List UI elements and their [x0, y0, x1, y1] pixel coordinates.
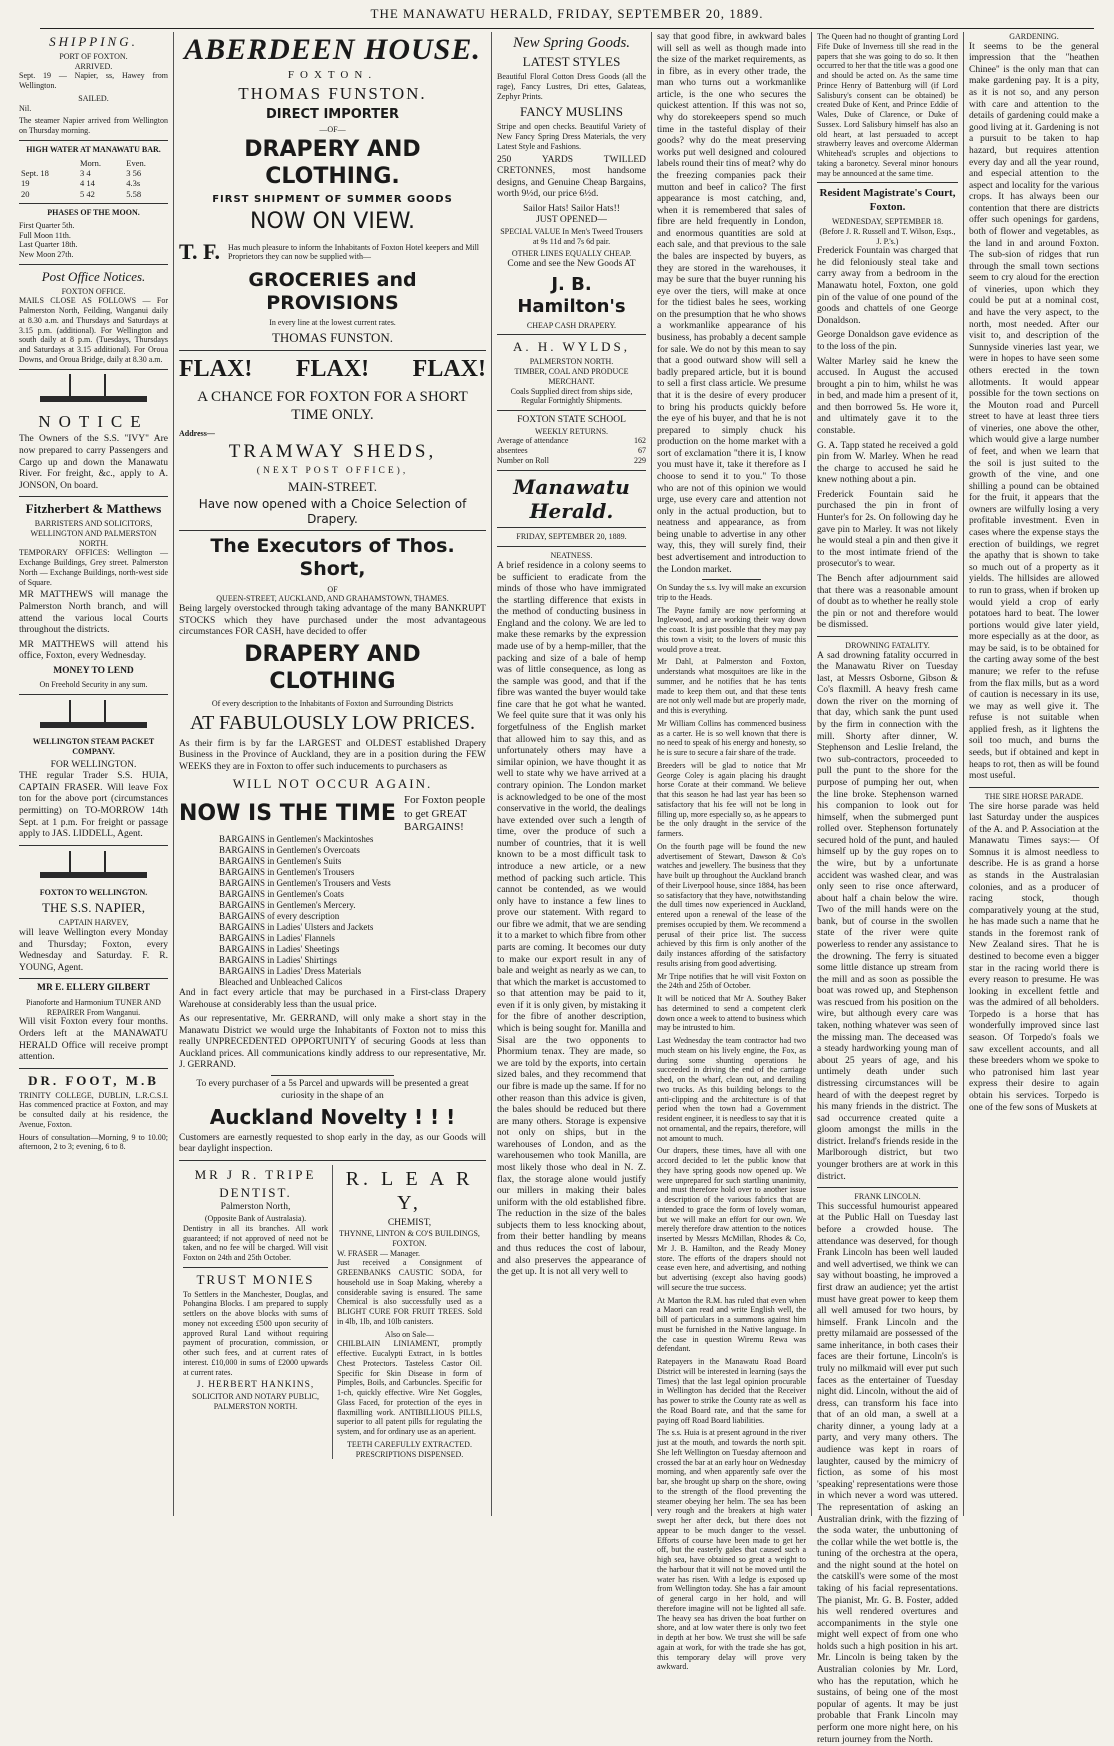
leary-manager: W. FRASER — Manager.: [337, 1248, 421, 1258]
main-street: MAIN-STREET.: [288, 479, 377, 495]
school-weekly: WEEKLY RETURNS.: [534, 426, 609, 436]
news-item: Mr William Collins has commenced business as a carter. He is so well known that there is no need to speak of his energy and honesty, so he is sure to secure a fair share of the trade.: [657, 718, 806, 758]
divider: [497, 410, 646, 411]
executors-body: Being largely overstocked through taking advantage of the many BANKRUPT STOCKS which they have purchased under the most advantageous circumstances FOR CASH, have decided to offer: [179, 604, 486, 638]
tf-initials: T. F.: [179, 239, 220, 265]
parcel-body: To every purchaser of a 5s Parcel and upwards will be presented a great curiosity in the shape of an: [196, 1079, 469, 1101]
bargains-list: [219, 834, 486, 988]
fabulous-heading: AT FABULOUSLY LOW PRICES.: [189, 712, 476, 735]
divider: [702, 579, 762, 580]
money-body: On Freehold Security in any sum.: [39, 680, 148, 690]
news-item: Last Wednesday the team contractor had two much steam on his lively engine, the Fox, as during some shunting operations he succeeded in driving the end of the carriage shed, on the wharf, clean out, and derailing two trucks. As this building belongs to the anti-clipping and the architecture is of that period when the town had a Government resident engineer, it is needless to say that it is not ornamental, and the repairs, therefore, will not amount to much.: [657, 1036, 806, 1143]
just-opened: JUST OPENED—: [536, 215, 607, 226]
foot-hours: Hours of consultation—Morning, 9 to 10.00; afternoon, 2 to 3; evening, 6 to 8.: [19, 1132, 168, 1152]
sailor-hats: Sailor Hats! Sailor Hats!!: [523, 203, 620, 214]
column-2: [174, 32, 492, 1516]
attendance-row: [497, 436, 646, 446]
napier-body: will leave Wellington every Monday and Thursday; Foxton, every Wednesday and Saturday. F. R. YOUNG, Agent.: [19, 928, 168, 973]
fancy-muslins: FANCY MUSLINS: [520, 104, 623, 120]
tripe-body: Dentistry in all its branches. All work guaranteed; if not approved of need not be taken, and no fee will be charged. Will visit Foxton on 24th and 25th October.: [183, 1223, 328, 1263]
article-body: A brief residence in a colony seems to be sufficient to eradicate from the minds of those who have immigrated the startling difference that exists in the method of conducting business in England and the colony. We are led to make these remarks by the expression made use of by a hemp-miller, that the packing and size of a bale of hemp was of little consequence, as long as the sample was good, and that if the fibre was wanted the buyer would take fine care that he got what he wanted. We feel quite sure that it was only his forgetfulness of the English market that allowed him to say this, and as unfortunately others may have a similar opinion, we have thought it as well to state why we have arrived at a contrary opinion. The London market is acknowledged to be one of the most conservative in the world, the dealings have extended over such a length of time, over the produce of such a number of countries, that it is well known to be a most difficult task to introduce a new article, or a new method of packing such article. This cannot be contended, as we would only have to instance a few lines to prove our statement. With regard to our fibre we admit, that we are sending it to a market to which fibre from other parts are coming. It becomes our duty to make our export result in any of bale and weight as nearly as we can, to that which the market is accustomed to so that attention may be paid to it, even if it is only given, by mistaking it for the fibre of another description, which is being sought for. Manilla and Sisal are the two opponents to Phormium tenax. They are made, so we are told by the exports, into certain sized bales, and they recommend that our fibre is made up the same. If for no other reason than this advice is given, the bales should be reduced but there are many others. Storage is expensive not only on ships, but in the warehouses of London, and as the warehousemen who took Manilla, are most likely those who deal in N. Z. flax, the storage alone would justify our millers in making their bales uniform with the old established fibre. The reduction in the size of the bales subjects them to less knocking about, from their better handling by means and thus reduces the cost of labour, and also preserves the appearance of the get up. It is not all very well to: [497, 560, 646, 1278]
leary-teeth: TEETH CAREFULLY EXTRACTED. PRESCRIPTIONS DISPENSED.: [347, 1439, 472, 1459]
post-office-sub: FOXTON OFFICE.: [61, 286, 126, 296]
school-title: FOXTON STATE SCHOOL: [517, 415, 626, 426]
news-item: Our drapers, these times, have all with one accord decided to let the public know that they have spring goods now opened up. We were unprepared for such startling unanimity, and must therefore hold over to another issue a description of the various fabrics that are intended to grace the form of lovely woman, but we will make an effort for our own. We merely therefore draw attention to the notices inserted by Messrs McMillan, Rhodes & Co, Mr J. B. Hamilton, and the Ready Money store. The efforts of the drapers should not cease even here, and advertising, and nothing but advertising (except also having goods) will secure the true success.: [657, 1146, 806, 1292]
latest-styles: LATEST STYLES: [522, 54, 621, 70]
column-3: [492, 32, 652, 1516]
cretonnes: 250 YARDS TWILLED CRETONNES, most handsome designs, and Genuine Cheap Bargains, worth 9½d, our price 6½d.: [497, 154, 646, 200]
column-4: [652, 32, 812, 1672]
absentees-row: [497, 446, 646, 456]
absentees-value: 67: [638, 446, 646, 456]
other-lines: OTHER LINES EQUALLY CHEAP.: [511, 249, 632, 259]
aberdeen-location: FOXTON.: [287, 68, 378, 81]
divider: [19, 1068, 168, 1069]
auckland-novelty: Auckland Novelty ! ! !: [209, 1105, 456, 1130]
article-title: NEATNESS.: [550, 551, 593, 561]
tripe-where: Palmerston North,: [220, 1202, 291, 1213]
leary-items: CHILBLAIN LINIAMENT, promptly effective. Eucalypti Extract, in ls bottles Chest Protectors. Tasteless Castor Oil. Specific for Skin Disease in form of Pimples, Boils, and Carbuncles. Specific for 1-ch, quickly effective. Wire Net Goggles, Glass Faced, for protection of the eyes in flaxmilling work. ANTIBILLIOUS PILLS, superior to all patent pills for regulating the system, and for ordinary use as an aperient.: [337, 1339, 482, 1437]
news-item: Ratepayers in the Manawatu Road Board District will be interested in learning (says the Times) that the last legal opinion procurable in Wellington has decided that the Receiver has power to strike the County rate as well as the Road Board rate, and that the same for paying off Road Board liabilities.: [657, 1357, 806, 1425]
tide-cell: 5 42: [80, 188, 95, 199]
divider: [497, 527, 646, 528]
tide-title: HIGH WATER AT MANAWATU BAR.: [26, 144, 161, 154]
divider: [19, 203, 168, 204]
court-para: Walter Marley said he knew the accused. In August the accused brought a pin to him, whilst he was in bed, and made him a present of it, and then borrowed 5s. He wore it, and ultimately gave it to the constable.: [817, 356, 958, 436]
bargain-item: BARGAINS in Ladies' Ulsters and Jackets: [219, 922, 374, 933]
moon-title: PHASES OF THE MOON.: [47, 208, 140, 218]
queen-item: The Queen had no thought of granting Lord Fife Duke of Inverness till she read in the papers that she was going to do so. It then occurred to her that the title was a good one and should be acted on. As the same time Prince Henry of Battenburg will (if Lord Salisbury's consent can be obtained) be created Duke of Kent, and Prince Eddie of Wales, Duke of Clarence, or Duke of Sussex. Lord Salisbury himself has also an old heart, at last persuaded to accept strawberry leaves and overcome Alderman Whitehead's scruples and objections to taking a baronetcy. Several minor honours may be announced at the same time.: [817, 32, 958, 178]
divider: [497, 334, 646, 335]
bottom-right-ads: [333, 1165, 486, 1460]
tripe-title: MR J R. TRIPE: [194, 1166, 317, 1182]
divider: [179, 350, 486, 351]
napier-captain: CAPTAIN HARVEY,: [58, 918, 129, 928]
bargain-item: Bleached and Unbleached Calicos: [219, 977, 343, 988]
funston-name-2: THOMAS FUNSTON.: [271, 329, 394, 345]
wsp-for: FOR WELLINGTON.: [50, 759, 137, 770]
tide-cell: 4.3s: [126, 178, 141, 189]
bottom-ads: [179, 1165, 486, 1460]
attendance-value: 162: [634, 436, 646, 446]
sire-title: THE SIRE HORSE PARADE.: [984, 791, 1084, 801]
tide-cell: 3 4: [80, 167, 91, 178]
executors-where: QUEEN-STREET, AUCKLAND, AND GRAHAMSTOWN, THAMES.: [216, 594, 449, 604]
gilbert-title: MR E. ELLERY GILBERT: [36, 983, 150, 994]
notice-title: NOTICE: [38, 411, 149, 431]
groceries-heading: GROCERIES and PROVISIONS: [248, 268, 417, 315]
court-para: The Bench after adjournment said that there was a reasonable amount of doubt as to whether he really stole the pin or not and therefore would be dismissed.: [817, 573, 958, 631]
divider: [497, 546, 646, 547]
bargain-item: BARGAINS in Ladies' Shirtings: [219, 955, 337, 966]
news-item: Breeders will be glad to notice that Mr George Coley is again placing his draught horse Corate at their command. We believe that this season he had last year has been so satisfactory that his fee will not be long in filling up, more especially so, as he appears to be the only draught in the service of the farmers.: [657, 760, 806, 839]
lowest-rates: In every line at the lowest current rates.: [269, 318, 396, 328]
divider: [19, 369, 168, 370]
foxton-wellington-title: FOXTON TO WELLINGTON.: [39, 887, 148, 897]
masthead-title: THE MANAWATU HERALD, FRIDAY, SEPTEMBER 20, 1889.: [370, 6, 764, 21]
fitzherbert-title: Fitzherbert & Matthews: [25, 501, 162, 517]
customers-body: Customers are earnestly requested to shop early in the day, as our Goods will bear daylight inspection.: [179, 1132, 486, 1155]
tide-table: [19, 158, 168, 199]
masthead: [40, 6, 1094, 29]
news-item: Mr Tripe notifies that he will visit Foxton on the 24th and 25th of October.: [657, 971, 806, 991]
gardening-body: It seems to be the general impression that the "heathen Chinee" is the only man that can make gardening pay. It is a pity, as it is not so, and any person with care and attention to the details of gardening could make a good living at it. Gardening is not a pursuit to be taken to hap hazard, but requires attention every day and all the year round, and especial attention to the aspect and locality for the various crops. It has always been our contention that there are districts offer such openings for gardens, both of flower and vegetables, as the land in and around Foxton. The sub-sion of ridges that run through the small town sections seem to cry aloud for the erection of vineries, upon which they could be put at a nominal cost, and have the very aspect, to the north, most needed. After our visit to, and description of the Sunnyside vineries last year, we were in hopes to have seen some others erected in the town allotments. It would appear possible for the town sections on the Mouton road and Purcell street to have at least three tiers of vineries, one above the other, which would give a large number of feet, and when we learn that the soil is just suited to the growth of the vine, and one shilling a pound can be obtained for the fruit, it appears that the owners are wilfully losing a very profitable investment. Even in cases where the expense stays the erection of buildings, we regret the apathy that is shown to take so much out of a property as it yields. The hillsides are allowed to run to grass, when if broken up would yield a crop of early potatoes hard to beat. The lower portions would give later yield, more especially as at the door, as may be said, is to be obtained for the carting away some of the best manure; we refer to the refuse from the flax mills, but as a word of caution is necessary in its use, we may as well give it. The refuse is not suitable when applied fresh, as it lightens the soil too much, and burns the seeds, but if obtained and kept in heaps to rot, then as will be found most useful.: [969, 41, 1099, 782]
foot-title: DR. FOOT, M.B: [28, 1072, 159, 1088]
fabulous-body: As their firm is by far the LARGEST and OLDEST established Drapery Business in the Province of Auckland, they are in a position during the FEW WEEKS they are in Foxton to offer such inducements to purchasers as: [179, 738, 486, 772]
moon-phase: Full Moon 11th.: [19, 230, 71, 240]
court-before: (Before J. R. Russell and T. Wilson, Esqs., J. P.'s.): [819, 226, 956, 246]
tide-cell: 19: [21, 178, 30, 189]
news-item: The s.s. Huia is at present aground in the river just at the mouth, and towards the north spit. She left Wellington on Tuesday afternoon and crossed the bar at an early hour on Wednesday morning, and when apparently safe over the bar, she brought up sharp on the shore, owing to the strength of the flood preventing the steamer obeying her helm. The sea has been very rough and the breakers at high water swept her after deck, but there does not appear to be much danger to the vessel. Efforts of course have been made to get her off, but the easterly gales that caused such a high sea, have obtained so great a weight to the harbour that it will not be moved until the water has risen. With a ledge is exposed up from Wellington today. She has a fair amount of general cargo in her hold, and will therefore imagine will not be lighted all safe. The heavy sea has driven the boat further on shore, and at low water there is only two feet in depth at her bow. We trust she will be safe again at work, for with the trade she has got, this temporary delay will prove very awkward.: [657, 1428, 806, 1672]
wsp-body: THE regular Trader S.S. HUIA, CAPTAIN FRASER. Will leave Fox ton for the above port (circumstances permitting) on TO-MORROW 14th Sept. at 1 p.m. For freight or passage apply to JAS. LIDDELL, Agent.: [19, 771, 168, 840]
roll-row: [497, 456, 646, 466]
bargain-item: BARGAINS in Ladies' Flannels: [219, 933, 335, 944]
now-is-the-time: NOW IS THE TIME: [179, 800, 396, 826]
divider: [817, 182, 958, 183]
tf-row: [179, 239, 486, 266]
court-date: WEDNESDAY, SEPTEMBER 18.: [831, 217, 944, 227]
arrived-line: Sept. 19 — Napier, ss, Hawey from Wellington.: [19, 71, 168, 91]
divider: [19, 140, 168, 141]
attendance-label: Average of attendance: [497, 436, 569, 446]
divider: [19, 845, 168, 846]
news-item: On Sunday the s.s. Ivy will make an excursion trip to the Heads.: [657, 583, 806, 602]
foot-body: TRINITY COLLEGE, DUBLIN, L.R.C.S.I. Has commenced practice at Foxton, and may be consulted daily at his residence, the Avenue, Foxton.: [19, 1090, 168, 1129]
divider: [817, 1187, 958, 1188]
chance-heading: A CHANCE FOR FOXTON FOR A SHORT TIME ONLY.: [197, 389, 468, 424]
mails-notice: MAILS CLOSE AS FOLLOWS — For Palmerston North, Feilding, Wanganui daily at 8.30 a.m. and Thursdays and Saturdays at 3.15 p.m. (additional). For Wellington and south daily at 8 p.m. (Tuesdays, Thursdays and Saturdays at 3.15 additional). For Oroua Downs, and Oroua Bridge, daily at 8.30 a.m.: [19, 296, 168, 364]
divider: [19, 694, 168, 695]
moon-phase: New Moon 27th.: [19, 250, 74, 260]
aberdeen-title: ABERDEEN HOUSE.: [184, 33, 481, 66]
flax-row: [179, 355, 486, 384]
tripe-sub: DENTIST.: [219, 1184, 292, 1200]
leary-where: THYNNE, LINTON & CO'S BUILDINGS, FOXTON.: [339, 1229, 480, 1248]
post-office-title: Post Office Notices.: [41, 268, 146, 284]
wylds-body: Coals Supplied direct from ships side,: [510, 386, 633, 396]
lincoln-title: FRANK LINCOLN.: [854, 1192, 921, 1202]
napier-title: THE S.S. NAPIER,: [42, 900, 145, 916]
shipping-title: SHIPPING.: [49, 34, 138, 49]
drapery-heading: DRAPERY AND CLOTHING.: [244, 137, 421, 190]
flax-word: FLAX!: [295, 355, 370, 382]
tide-header-row: [19, 158, 168, 168]
court-para: G. A. Tapp stated he received a gold pin from W. Marley. When he read the charge to accused he said he knew nothing about a pin.: [817, 440, 958, 486]
hamilton-title: J. B. Hamilton's: [517, 273, 626, 317]
court-para: Frederick Fountain said he purchased the pin in front of Hunter's for 2s. On following day he gave pin to Marley. It was not likely he would steal a pin and then give it to the most intimate friend of the prosecutor's to wear.: [817, 489, 958, 570]
sailed-heading: SAILED.: [78, 93, 109, 103]
bargain-item: BARGAINS in Gentlemen's Trousers: [219, 867, 355, 878]
trust-title: TRUST MONIES: [196, 1271, 315, 1287]
tide-cell: 5.58: [126, 188, 142, 199]
tide-header-cell: Morn.: [80, 157, 102, 168]
choice-selection: Have now opened with a Choice Selection of Drapery.: [198, 497, 467, 526]
gilbert-sub: Pianoforte and Harmonium TUNER AND REPAIRER From Wanganui.: [26, 997, 161, 1017]
gerrand-body: As our representative, Mr. GERRAND, will only make a short stay in the Manawatu District we would urge the Inhabitants of Foxton not to miss this really UNPRECEDENTED OPPORTUNITY of securing Goods at less than Auckland prices. All communications kindly address to our representative, Mr. J. GERRAND.: [179, 1014, 486, 1071]
sire-body: The sire horse parade was held last Saturday under the auspices of the A. and P. Association at the Manawatu Times says:— Of Somnus it is almost needless to describe. He is as grand a horse as stands in the Australasian colonies, and as a producer of racing stock, though comparatively young at the stud, he has made such a name that he stands in the foremost rank of New Zealand sires. That he is destined to become even a bigger star in the racing world there is every reason to presume. He was looking in excellent fettle and was the admired of all beholders. Torpedo is a horse that has wonderfully improved since last season. Of Torpedo's foals we saw excellent accounts, and all these breeders whom we spoke to who patronised him last year express their desire to again obtain his services. Torpedo is one of the few sons of Muskets at: [969, 801, 1099, 1113]
news-item: At Marton the R.M. has ruled that even when a Maori can read and write English well, the bill of particulars in a summons against him must be furnished in the Native language. In the case in question Wiremu Rewa was defendant.: [657, 1295, 806, 1354]
newspaper-page: [14, 32, 1104, 1745]
funston-name: THOMAS FUNSTON.: [238, 84, 427, 103]
notice-body: The Owners of the S.S. "IVY" Are now prepared to carry Passengers and Cargo up and down the Manawatu River. For freight, &c., apply to A. JONSON, On board.: [19, 434, 168, 491]
bargain-item: BARGAINS in Gentlemen's Trousers and Vests: [219, 878, 391, 889]
flax-word: FLAX!: [179, 355, 253, 382]
bargain-item: BARGAINS in Gentlemen's Suits: [219, 856, 342, 867]
hankins-name: J. HERBERT HANKINS,: [196, 1380, 315, 1391]
hankins-sub: SOLICITOR AND NOTARY PUBLIC, PALMERSTON NORTH.: [192, 1392, 319, 1411]
sailed-line: Nil.: [19, 103, 32, 113]
leary-body: Just received a Consignment of GREENBANKS CAUSTIC SODA, for household use in Soap Making, whereby a considerable saving is ensured. The same Chemical is also successfully used as a BLIGHT CURE FOR FRUIT TREES. Sold in 4lb, 1lb, and 10lb canisters.: [337, 1258, 482, 1326]
divider: [497, 470, 646, 471]
now-time-side: For Foxton people to get GREAT BARGAINS!: [403, 794, 486, 834]
bargain-item: BARGAINS in Gentlemen's Mercery.: [219, 900, 356, 911]
fitzherbert-body-2: MR MATTHEWS will attend his office, Foxton, every Wednesday.: [19, 639, 168, 662]
bargain-item: BARGAINS of every description: [219, 911, 340, 922]
court-para: Frederick Fountain was charged that he did feloniously steal take and carry away from a bedroom in the Manawatu hotel, Foxton, one gold pin of the value of one pound of the goods and chattels of one George Donaldson.: [817, 246, 958, 326]
column-5: [812, 32, 964, 1745]
bargain-item: BARGAINS in Gentlemen's Coats: [219, 889, 344, 900]
arrived-heading: ARRIVED.: [74, 61, 113, 71]
wylds-sub: TIMBER, COAL AND PRODUCE MERCHANT.: [514, 367, 629, 386]
tide-row: [19, 189, 168, 199]
court-para: George Donaldson gave evidence as to the loss of the pin.: [817, 330, 958, 352]
tramway-sheds: TRAMWAY SHEDS,: [228, 441, 437, 463]
beautiful-goods: Beautiful Floral Cotton Dress Goods (all the rage), Fancy Lustres, Dri ettes, Galateas, Zephyr Prints.: [497, 72, 646, 101]
moon-phase: First Quarter 5th.: [19, 220, 75, 230]
fitzherbert-offices: TEMPORARY OFFICES: Wellington — Exchange Buildings, Grey street. Palmerston North — Exchange Buildings, north-west side of Square.: [19, 548, 168, 587]
leary-also: Also on Sale—: [385, 1329, 434, 1339]
gilbert-body: Will visit Foxton every four months. Orders left at the MANAWATU HERALD Office will receive prompt attention.: [19, 1017, 168, 1063]
bargain-item: BARGAINS in Gentlemen's Overcoats: [219, 845, 360, 856]
divider: [817, 636, 958, 637]
news-item: Mr Dahl, at Palmerston and Foxton, understands what mosquitoes are like in the summer, and he notifies that he has tents made to keep them out, and that these tents are not only well made but are properly made, and this is everything.: [657, 657, 806, 716]
bottom-left-ads: [179, 1165, 333, 1460]
tf-body: Has much pleasure to inform the Inhabitants of Foxton Hotel keepers and Mill Proprietors they can now be supplied with—: [227, 242, 480, 262]
bargain-body: And in fact every article that may be purchased in a First-class Drapery Warehouse at considerably less than the usual price.: [179, 988, 486, 1010]
absentees-label: absentees: [497, 446, 528, 456]
gardening-title: GARDENING.: [1009, 32, 1059, 41]
first-shipment: FIRST SHIPMENT OF SUMMER GOODS: [212, 194, 453, 205]
drapery-heading-2: DRAPERY AND CLOTHING: [244, 641, 421, 694]
wylds-title: A. H. WYLDS,: [512, 339, 630, 355]
tide-row: [19, 168, 168, 178]
tide-cell: Sept. 18: [21, 167, 49, 178]
come-and-see: Come and see the New Goods AT: [507, 259, 636, 270]
divider: [969, 787, 1099, 788]
steamer-icon: [34, 374, 153, 408]
steamer-icon: [34, 699, 153, 733]
divider: [271, 1075, 394, 1076]
bargain-item: BARGAINS in Ladies' Dress Materials: [219, 966, 362, 977]
news-item: The Payne family are now performing at Inglewood, and are working their way down the coast. It is just possible that they may pay this town a visit; to the lovers of music this would prove a treat.: [657, 605, 806, 654]
issue-date: FRIDAY, SEPTEMBER 20, 1889.: [516, 532, 627, 542]
tide-cell: 20: [21, 188, 30, 199]
court-title: Resident Magistrate's Court, Foxton.: [819, 187, 956, 213]
article-continued: say that good fibre, in awkward bales will sell as well as though made into the size of the market requirements, as in fibre, as in every other trade, the man who turns out a workmanlike article, is the one who secures the quickest attention. If this was not so, why do storekeepers spend so much time in the tasteful display of their goods? why do the meat preserving works put well designed and coloured labels round their tins of meat? why do the freezing companies pack their mutton and beef in calico? The first appearance is most catching, and, when it is remembered that sales of fibre are held frequently in London, and enormous quantities are sold at each sale, and that previous to the sale the bales are inspected by buyers, as they are stored in the warehouses, it may be sure that the buyer running his eye over the tiers, will make at once for the tidiest bales he sees, working on the presumption that he who shows a workmanlike appearance of his business, has probably a decent sample for sale. We do not by this mean to say that a good outward show will sell a badly prepared article, but it is bound to sell a first class article. We presume that it is the desire of every producer to bring his products quickly before the eye of his buyer, and that he is not prepared to simply chuck his production on the home market with a sort of exclamation "there it is, I know you must have it, take it therefore as I choose to send it to you." To those who are not of this opinion we would urge, use every care and attention not only in the actual production, but to neatness and appearance, as from being unable to advertise in any other way, this, they will surely find, their best advertisement and introduction to the London market.: [657, 32, 806, 575]
fancy-body: Stripe and open checks. Beautiful Variety of New Fancy Spring Dress Materials, the very Latest Style and Fashions.: [497, 122, 646, 151]
port-heading: PORT OF FOXTON.: [59, 51, 128, 61]
column-6: [964, 32, 1104, 1516]
wylds-where: PALMERSTON NORTH.: [529, 357, 614, 367]
bargain-item: BARGAINS in Gentlemen's Mackintoshes: [219, 834, 374, 845]
executors-every: Of every description to the Inhabitants of Foxton and Surrounding Districts: [211, 698, 454, 708]
divider: [179, 530, 486, 531]
tripe-opposite: (Opposite Bank of Australasia).: [204, 1214, 307, 1224]
bargain-item: BARGAINS in Ladies' Sheetings: [219, 944, 340, 955]
lincoln-body: This successful humourist appeared at the Public Hall on Tuesday last before a crowded house. The attendance was deserved, for though Frank Lincoln has been well lauded and well advertised, we think we can say without boasting, he improved a first draw an audience; yet the artist must have great power to keep them all well amused for two hours, by himself. Frank Lincoln and the pretty milamaid are possessed of the same inheritance, in both cases their faces are their fortune, Lincoln's is truly no milkmaid will ever put such faces as the entertainer of Tuesday night did. Lincoln, without the aid of dress, can transform his face into that of an old man, a swell at a charity dinner, a young lady at a party, and very many others. The audience was kept in roars of laughter, caused by the mimicry of fiction, as some of his most 'speaking' representations were those in which never a word was uttered. The representation of asking an Australian drink, with the fizzing of the soda water, the unbuttoning of the collar while the wet bottle is, the tuning of the orchestra at the opera, and the night sound at the hotel on the catskill's were some of the most taking of his facial representations. The pianist, Mr. G. B. Foster, added his well rendered overtures and accompaniments in the style one might well expect of from one who holds such a high position in his art. Mr. Lincoln is being taken by the Australian colonies by Mr. Lord, who has the reputation, which he sustains, of being one of the most popular of agents. It may be just probable that Frank Lincoln may perform one more night here, on his return journey from the North.: [817, 1201, 958, 1745]
roll-value: 229: [634, 455, 646, 465]
drowning-title: DROWNING FATALITY.: [845, 640, 930, 650]
money-title: MONEY TO LEND: [53, 665, 134, 676]
leary-sub: CHEMIST,: [387, 1217, 432, 1228]
news-item: On the fourth page will be found the new advertisement of Stewart, Dawson & Co's watches and jewellery. The business that they have built up throughout the Auckland branch of their Liverpool house, since 1884, has been so satisfactory that they have, notwithstanding the dull times now experienced in Auckland, entered upon a renewal of the lease of the premises occupied by them. We recommend a perusal of their price list. The success achieved by this firm is only another of the daily instances affording of the satisfactory results arising from good advertising.: [657, 841, 806, 968]
divider: [19, 496, 168, 497]
trust-body: To Settlers in the Manchester, Douglas, and Pohangina Blocks. I am prepared to supply settlers on the above blocks with sums of money not exceeding £500 upon security of approved Rural Land without requiring payment of procuration, commission, or other such fees, and at current rates of interest. £10,000 in sums of £2000 upwards at current rates.: [183, 1289, 328, 1377]
tide-cell: 4 14: [80, 178, 95, 189]
fitzherbert-sub: BARRISTERS AND SOLICITORS, WELLINGTON AND PALMERSTON NORTH.: [30, 519, 157, 548]
tide-row: [19, 178, 168, 188]
now-on-view: NOW ON VIEW.: [250, 209, 415, 235]
tide-header-cell: Even.: [126, 157, 146, 168]
executors-heading: The Executors of Thos. Short,: [210, 535, 455, 581]
steamer-icon: [34, 850, 153, 884]
roll-label: Number on Roll: [497, 455, 549, 465]
fitzherbert-body: MR MATTHEWS will manage the Palmerston North branch, and will attend the various local Courts throughout the districts.: [19, 590, 168, 636]
news-item: It will be noticed that Mr A. Southey Baker has determined to send a competent clerk down once a week to attend to business which may be intrusted to him.: [657, 994, 806, 1033]
cheap-cash-drapery: CHEAP CASH DRAPERY.: [526, 320, 617, 330]
divider: [183, 1267, 328, 1268]
herald-nameplate: Manawatu Herald.: [513, 474, 630, 524]
tide-cell: 3 56: [126, 167, 142, 178]
wylds-regular: Regular Fortnightly Shipments.: [520, 396, 623, 406]
divider: [19, 264, 168, 265]
address-label: Address—: [179, 428, 215, 438]
tide-header-cell: [19, 158, 78, 168]
divider: [179, 1160, 486, 1161]
divider: [19, 978, 168, 979]
moon-phase: Last Quarter 18th.: [19, 240, 78, 250]
wsp-title: WELLINGTON STEAM PACKET COMPANY.: [32, 737, 155, 756]
new-spring-goods: New Spring Goods.: [512, 35, 631, 51]
direct-importer: DIRECT IMPORTER: [266, 106, 399, 122]
will-not-occur: WILL NOT OCCUR AGAIN.: [232, 776, 433, 792]
column-1: [14, 32, 174, 1516]
leary-title: R. L E A R Y,: [345, 1167, 474, 1215]
drowning-body: A sad drowning fatality occurred in the Manawatu River on Tuesday last, at Messrs Osborne, Gibson & Co's flaxmill. A heavy fresh came down the river on the morning of that day, which sank the punt used by the firm in connection with the mill. Shorty after dinner, W. Stephenson and Leslie Ireland, the two sub-contractors, proceeded to pull the punt to the shore for the purpose of pumping her out, when the line broke. Stephenson warned his companion to look out for himself, when the submerged punt rolled over. Stephenson fortunately secured hold of the punt, and hauled himself up by the guy ropes on to the wire, but by a unfortunate accident was washed clear, and was only seen to rise once afterward, about half a chain below the wire. Two of the mill hands were on the bank, but of course in the swollen state of the river were quite powerless to render any assistance to the drowning. The ferry is situated some little distance up stream from the mill and as soon as possible the boat was rowed up, and Stephenson was rescued from his position on the wire, but although every care was taken, nothing whatever was seen of the missing man. The deceased was a steady hardworking young man of about 25 years of age, and his untimely death under such distressing circumstances will be heard of with the deepest regret by his many friends in the district. The sad occurrence created quite a gloom amongst the mills in the district. Ireland's friends reside in the Marlborough district, but two younger brothers are at work in this district.: [817, 650, 959, 1182]
special-value: SPECIAL VALUE In Men's Tweed Trousers at 9s 11d and 7s 6d pair.: [500, 226, 643, 246]
of-label: —OF—: [319, 124, 346, 134]
executors-of: OF: [327, 584, 338, 594]
flax-word: FLAX!: [412, 355, 486, 382]
now-time-row: [179, 794, 486, 834]
next-post-office: (NEXT POST OFFICE),: [256, 465, 409, 476]
shipping-note: The steamer Napier arrived from Wellington on Thursday morning.: [19, 116, 168, 136]
